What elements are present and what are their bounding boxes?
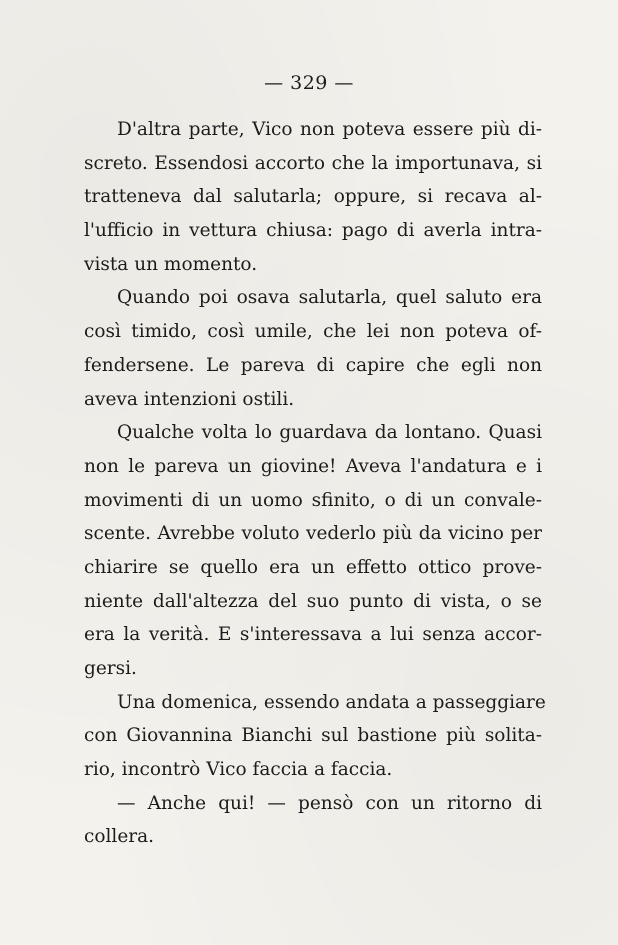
text-line: Qualche volta lo guardava da lontano. Quasi	[117, 422, 542, 444]
text-line: vista un momento.	[84, 253, 258, 275]
text-line: fendersene. Le pareva di capire che egli non	[84, 354, 542, 376]
text-line: scente. Avrebbe voluto vederlo più da vicino per	[84, 523, 542, 545]
text-line: tratteneva dal salutarla; oppure, si recava al-	[84, 186, 542, 208]
text-line: era la verità. E s'interessava a lui senza accor-	[84, 624, 542, 646]
text-line: Una domenica, essendo andata a passeggiare	[117, 691, 546, 713]
text-line: così timido, così umile, che lei non poteva of-	[84, 321, 542, 343]
text-line: con Giovannina Bianchi sul bastione più solita-	[84, 725, 542, 747]
text-line: chiarire se quello era un effetto ottico prove-	[84, 556, 542, 578]
text-line: movimenti di un uomo sfinito, o di un convale-	[84, 489, 542, 511]
text-line: screto. Essendosi accorto che la importunava, si	[84, 152, 542, 174]
text-line: collera.	[84, 826, 155, 848]
text-line: aveva intenzioni ostili.	[84, 388, 295, 410]
text-line: D'altra parte, Vico non poteva essere più di-	[117, 119, 542, 140]
text-line: Quando poi osava salutarla, quel saluto era	[117, 287, 542, 309]
text-line: — Anche qui! — pensò con un ritorno di	[117, 792, 542, 814]
text-line: gersi.	[84, 658, 137, 679]
text-line: non le pareva un giovine! Aveva l'andatura e i	[84, 455, 542, 477]
text-line: l'ufficio in vettura chiusa: pago di averla intra-	[84, 220, 542, 242]
page-number: — 329 —	[264, 72, 354, 94]
text-line: niente dall'altezza del suo punto di vista, o se	[84, 590, 542, 612]
text-line: rio, incontrò Vico faccia a faccia.	[84, 759, 393, 781]
body-text	[84, 113, 546, 854]
